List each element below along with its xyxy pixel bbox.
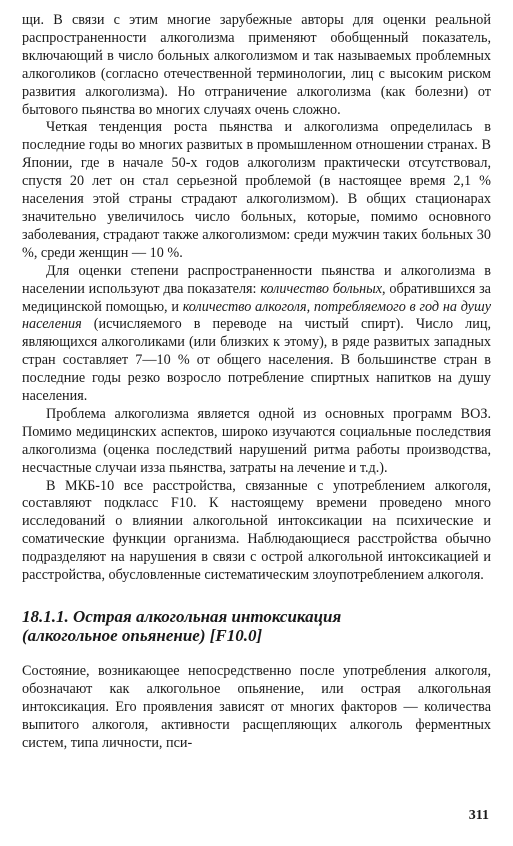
paragraph-4: Проблема алкоголизма является одной из основных программ ВОЗ. Помимо медицинских аспектов, широко изучаются социальные последствия алкоголизма (оценка последствий нарушений ритма работы производства, несчастные случаи изза пьянства, затраты на лечение и т.д.).: [22, 405, 491, 476]
section-heading-line-2: (алкогольное опьянение) [F10.0]: [22, 626, 263, 645]
page-body: [22, 12, 491, 753]
paragraph-1: щи. В связи с этим многие зарубежные авторы для оценки реальной распространенности алкоголизма применяют обобщенный показатель, включающий в число больных алкоголизмом и так называемых проблемных алкоголиков (согласно отечественной терминологии, лиц с высоким риском развития алкоголизма). Но отграничение алкоголизма (как болезни) от бытового пьянства во многих случаях очень сложно.: [22, 12, 491, 118]
page-number: 311: [468, 808, 489, 823]
section-heading-line-1: 18.1.1. Острая алкогольная интоксикация: [22, 607, 342, 626]
paragraph-3-text-a: Для оценки степени распространенности пьянства и алкоголизма в населении используют два показателя:: [22, 262, 491, 297]
paragraph-3-text-b: , обратившихся за медицинской помощью, и: [22, 280, 491, 315]
paragraph-3-text-c: (исчисляемого в переводе на чистый спирт). Число лиц, являющихся алкоголиками (или близких к этому), в ряде развитых западных стран составляет 7—10 % от общего населения. В большинстве стран в последние годы резко возросло потребление спиртных напитков на душу населения.: [22, 316, 491, 405]
term-patient-count: количество больных: [260, 280, 383, 297]
term-alcohol-per-capita: количество алкоголя, потребляемого в год на душу населения: [22, 298, 491, 333]
paragraph-5: В МКБ-10 все расстройства, связанные с употреблением алкоголя, составляют подкласс F10. К настоящему времени проведено много исследований о влиянии алкогольной интоксикации на психические и соматические функции организма. Наблюдающиеся расстройства обычно подразделяют на нарушения в связи с острой алкогольной интоксикацией и расстройства, обусловленные систематическим злоупотреблением алкоголя.: [22, 477, 491, 584]
paragraph-2: Четкая тенденция роста пьянства и алкоголизма определилась в последние годы во многих развитых в промышленном отношении странах. В Японии, где в начале 50-х годов алкоголизм практически отсутствовал, спустя 20 лет он стал серьезной проблемой (в настоящее время 2,1 % населения этой страны страдают алкоголизмом). В общих стационарах значительно увеличилось число больных, которые, помимо основного заболевания, страдают также алкоголизмом: среди мужчин таких больных 30 %, среди женщин — 10 %.: [22, 119, 491, 261]
section-heading: [22, 607, 491, 645]
paragraph-6: Состояние, возникающее непосредственно после употребления алкоголя, обозначают как алкогольное опьянение, или острая алкогольная интоксикация. Его проявления зависят от многих факторов — количества выпитого алкоголя, активности расщепляющих алкоголь ферментных систем, типа личности, пси-: [22, 663, 491, 751]
paragraph-3: [22, 263, 491, 406]
